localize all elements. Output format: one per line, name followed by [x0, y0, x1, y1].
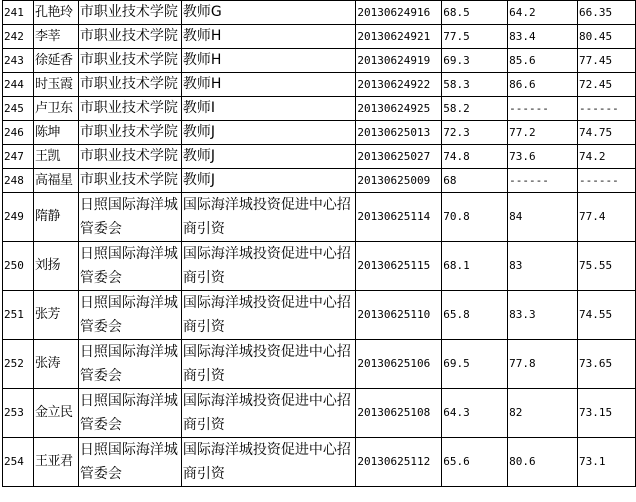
position-cell: 国际海洋城投资促进中心招商引资 — [181, 193, 355, 242]
name-cell: 卢卫东 — [33, 97, 78, 121]
position-cell: 教师I — [181, 97, 355, 121]
row-number-cell: 252 — [3, 340, 34, 389]
candidate-id-cell: 20130625114 — [356, 193, 442, 242]
name-cell: 高福星 — [33, 169, 78, 193]
name-cell: 王凯 — [33, 145, 78, 169]
candidate-id-cell: 20130625009 — [356, 169, 442, 193]
written-score-cell: 58.2 — [442, 97, 508, 121]
table-row — [3, 169, 636, 193]
unit-cell: 日照国际海洋城管委会 — [78, 340, 181, 389]
written-score-cell: 69.3 — [442, 49, 508, 73]
position-cell: 教师G — [181, 1, 355, 25]
row-number-cell: 246 — [3, 121, 34, 145]
total-score-cell: 74.2 — [578, 145, 636, 169]
interview-score-cell: 64.2 — [508, 1, 578, 25]
row-number-cell: 245 — [3, 97, 34, 121]
total-score-cell: 77.45 — [578, 49, 636, 73]
score-table — [2, 0, 636, 487]
written-score-cell: 64.3 — [442, 389, 508, 438]
table-row — [3, 121, 636, 145]
candidate-id-cell: 20130625106 — [356, 340, 442, 389]
name-cell: 徐延香 — [33, 49, 78, 73]
total-score-cell: 73.15 — [578, 389, 636, 438]
written-score-cell: 72.3 — [442, 121, 508, 145]
total-score-cell: 72.45 — [578, 73, 636, 97]
row-number-cell: 244 — [3, 73, 34, 97]
interview-score-cell: 82 — [508, 389, 578, 438]
candidate-id-cell: 20130624919 — [356, 49, 442, 73]
total-score-cell: ------ — [578, 97, 636, 121]
unit-cell: 市职业技术学院 — [78, 121, 181, 145]
name-cell: 王亚君 — [33, 438, 78, 487]
candidate-id-cell: 20130624922 — [356, 73, 442, 97]
position-cell: 国际海洋城投资促进中心招商引资 — [181, 340, 355, 389]
position-cell: 国际海洋城投资促进中心招商引资 — [181, 291, 355, 340]
written-score-cell: 68.5 — [442, 1, 508, 25]
name-cell: 刘扬 — [33, 242, 78, 291]
unit-cell: 市职业技术学院 — [78, 169, 181, 193]
name-cell: 隋静 — [33, 193, 78, 242]
interview-score-cell: 84 — [508, 193, 578, 242]
position-cell: 教师J — [181, 121, 355, 145]
unit-cell: 市职业技术学院 — [78, 145, 181, 169]
row-number-cell: 241 — [3, 1, 34, 25]
row-number-cell: 242 — [3, 25, 34, 49]
row-number-cell: 254 — [3, 438, 34, 487]
total-score-cell: 73.65 — [578, 340, 636, 389]
candidate-id-cell: 20130625115 — [356, 242, 442, 291]
unit-cell: 日照国际海洋城管委会 — [78, 389, 181, 438]
table-row — [3, 145, 636, 169]
total-score-cell: 66.35 — [578, 1, 636, 25]
interview-score-cell: 83.3 — [508, 291, 578, 340]
name-cell: 时玉霞 — [33, 73, 78, 97]
name-cell: 张芳 — [33, 291, 78, 340]
interview-score-cell: 77.8 — [508, 340, 578, 389]
total-score-cell: 77.4 — [578, 193, 636, 242]
unit-cell: 市职业技术学院 — [78, 73, 181, 97]
table-row — [3, 49, 636, 73]
position-cell: 教师H — [181, 73, 355, 97]
interview-score-cell: ------ — [508, 97, 578, 121]
row-number-cell: 250 — [3, 242, 34, 291]
interview-score-cell: 77.2 — [508, 121, 578, 145]
position-cell: 教师J — [181, 169, 355, 193]
row-number-cell: 251 — [3, 291, 34, 340]
table-row — [3, 438, 636, 487]
row-number-cell: 253 — [3, 389, 34, 438]
written-score-cell: 70.8 — [442, 193, 508, 242]
name-cell: 张涛 — [33, 340, 78, 389]
total-score-cell: ------ — [578, 169, 636, 193]
total-score-cell: 74.75 — [578, 121, 636, 145]
written-score-cell: 68.1 — [442, 242, 508, 291]
interview-score-cell: 85.6 — [508, 49, 578, 73]
written-score-cell: 77.5 — [442, 25, 508, 49]
position-cell: 教师H — [181, 25, 355, 49]
position-cell: 国际海洋城投资促进中心招商引资 — [181, 438, 355, 487]
name-cell: 金立民 — [33, 389, 78, 438]
interview-score-cell: 86.6 — [508, 73, 578, 97]
position-cell: 教师J — [181, 145, 355, 169]
unit-cell: 日照国际海洋城管委会 — [78, 438, 181, 487]
interview-score-cell: 80.6 — [508, 438, 578, 487]
candidate-id-cell: 20130624921 — [356, 25, 442, 49]
name-cell: 孔艳玲 — [33, 1, 78, 25]
interview-score-cell: 73.6 — [508, 145, 578, 169]
position-cell: 国际海洋城投资促进中心招商引资 — [181, 242, 355, 291]
candidate-id-cell: 20130625110 — [356, 291, 442, 340]
table-row — [3, 193, 636, 242]
table-row — [3, 291, 636, 340]
total-score-cell: 73.1 — [578, 438, 636, 487]
table-row — [3, 97, 636, 121]
candidate-id-cell: 20130625112 — [356, 438, 442, 487]
interview-score-cell: 83.4 — [508, 25, 578, 49]
name-cell: 李莘 — [33, 25, 78, 49]
written-score-cell: 58.3 — [442, 73, 508, 97]
candidate-id-cell: 20130624925 — [356, 97, 442, 121]
table-row — [3, 389, 636, 438]
table-row — [3, 1, 636, 25]
candidate-id-cell: 20130624916 — [356, 1, 442, 25]
unit-cell: 市职业技术学院 — [78, 97, 181, 121]
written-score-cell: 74.8 — [442, 145, 508, 169]
candidate-id-cell: 20130625013 — [356, 121, 442, 145]
written-score-cell: 69.5 — [442, 340, 508, 389]
row-number-cell: 247 — [3, 145, 34, 169]
unit-cell: 市职业技术学院 — [78, 1, 181, 25]
table-row — [3, 242, 636, 291]
interview-score-cell: 83 — [508, 242, 578, 291]
row-number-cell: 249 — [3, 193, 34, 242]
position-cell: 国际海洋城投资促进中心招商引资 — [181, 389, 355, 438]
candidate-id-cell: 20130625027 — [356, 145, 442, 169]
table-body — [3, 1, 636, 487]
total-score-cell: 80.45 — [578, 25, 636, 49]
unit-cell: 市职业技术学院 — [78, 49, 181, 73]
total-score-cell: 74.55 — [578, 291, 636, 340]
written-score-cell: 68 — [442, 169, 508, 193]
unit-cell: 日照国际海洋城管委会 — [78, 291, 181, 340]
total-score-cell: 75.55 — [578, 242, 636, 291]
row-number-cell: 243 — [3, 49, 34, 73]
position-cell: 教师H — [181, 49, 355, 73]
row-number-cell: 248 — [3, 169, 34, 193]
table-row — [3, 340, 636, 389]
unit-cell: 日照国际海洋城管委会 — [78, 193, 181, 242]
written-score-cell: 65.8 — [442, 291, 508, 340]
interview-score-cell: ------ — [508, 169, 578, 193]
name-cell: 陈坤 — [33, 121, 78, 145]
unit-cell: 市职业技术学院 — [78, 25, 181, 49]
written-score-cell: 65.6 — [442, 438, 508, 487]
unit-cell: 日照国际海洋城管委会 — [78, 242, 181, 291]
table-row — [3, 25, 636, 49]
candidate-id-cell: 20130625108 — [356, 389, 442, 438]
table-row — [3, 73, 636, 97]
